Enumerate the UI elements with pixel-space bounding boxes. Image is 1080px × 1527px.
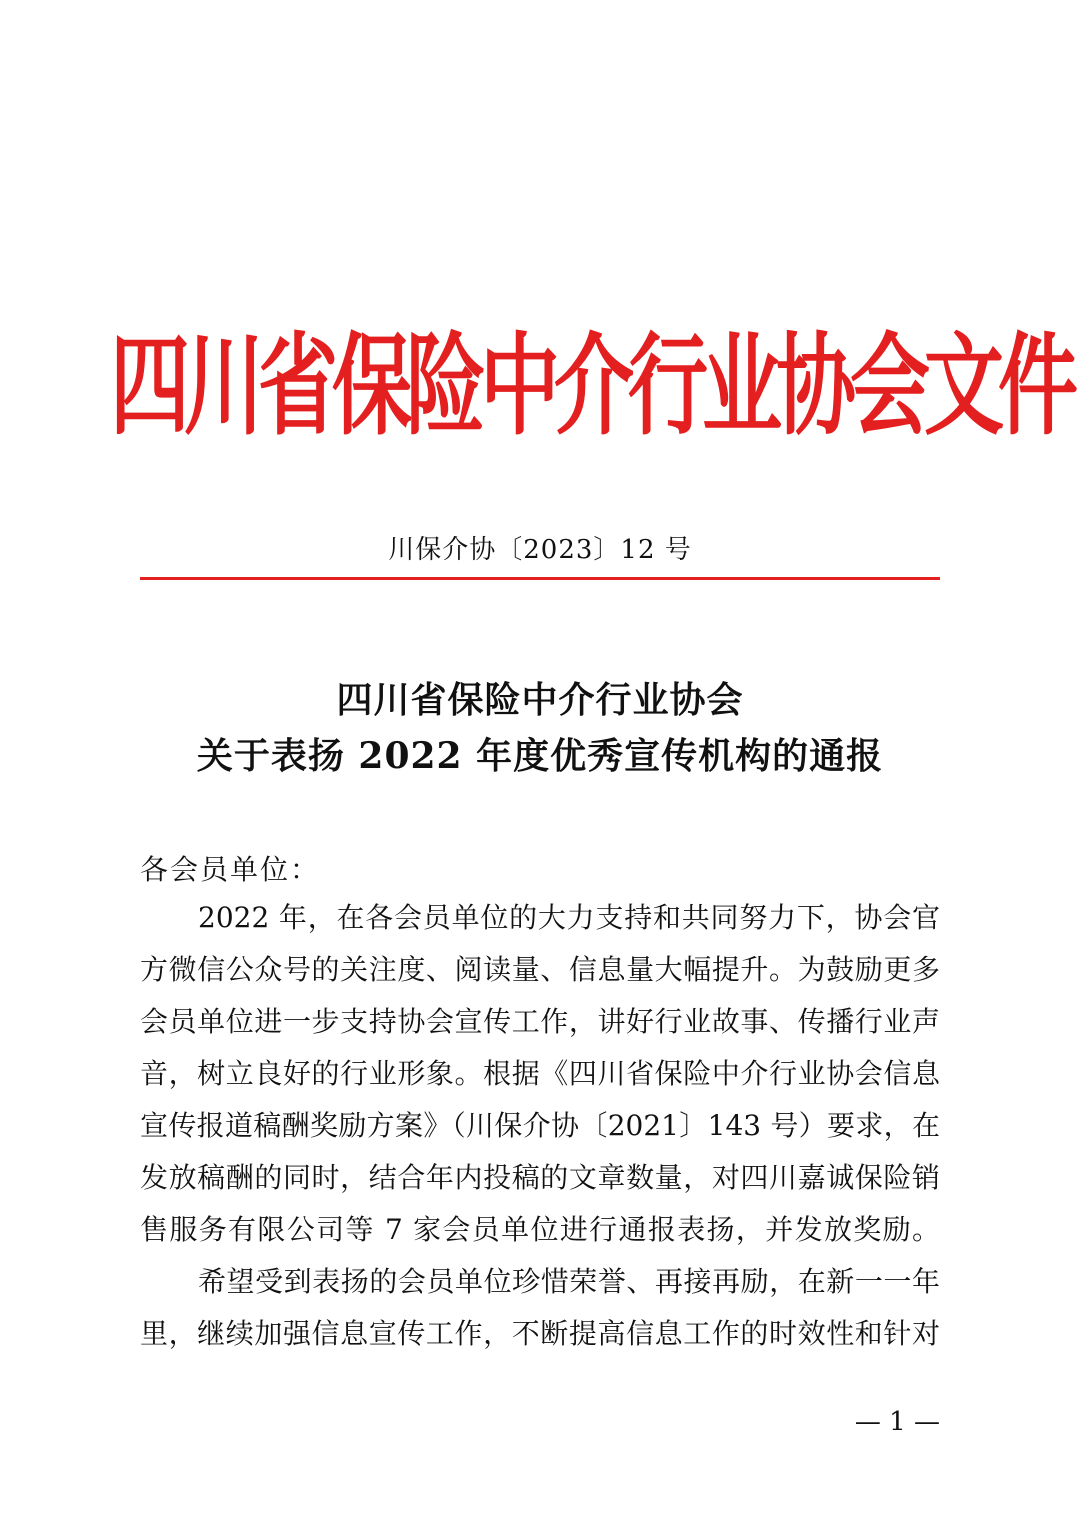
body-line: 音，树立良好的行业形象。根据《四川省保险中介行业协会信息 <box>140 1057 940 1090</box>
body-line: 售服务有限公司等 7 家会员单位进行通报表扬，并发放奖励。 <box>140 1213 940 1246</box>
red-divider <box>140 577 940 580</box>
salutation: 各会员单位： <box>140 853 321 886</box>
body-line: 里，继续加强信息宣传工作，不断提高信息工作的时效性和针对 <box>140 1317 940 1350</box>
page-number: — 1 — <box>854 1407 940 1437</box>
body-line: 宣传报道稿酬奖励方案》（川保介协〔2021〕143 号）要求，在 <box>140 1109 940 1142</box>
body-line: 方微信公众号的关注度、阅读量、信息量大幅提升。为鼓励更多 <box>140 953 940 986</box>
body-line: 希望受到表扬的会员单位珍惜荣誉、再接再励，在新一一年 <box>198 1265 940 1298</box>
body-line: 会员单位进一步支持协会宣传工作，讲好行业故事、传播行业声 <box>140 1005 940 1038</box>
body-line: 2022 年，在各会员单位的大力支持和共同努力下，协会官 <box>198 901 940 934</box>
document-number: 川保介协〔2023〕12 号 <box>388 535 692 565</box>
document-masthead: 四川省保险中介行业协会文件 <box>110 320 1072 451</box>
body-line: 发放稿酬的同时，结合年内投稿的文章数量，对四川嘉诚保险销 <box>140 1161 940 1194</box>
document-title <box>140 672 940 784</box>
title-line-1: 四川省保险中介行业协会 <box>336 679 744 721</box>
title-line-2: 关于表扬 2022 年度优秀宣传机构的通报 <box>196 735 884 777</box>
